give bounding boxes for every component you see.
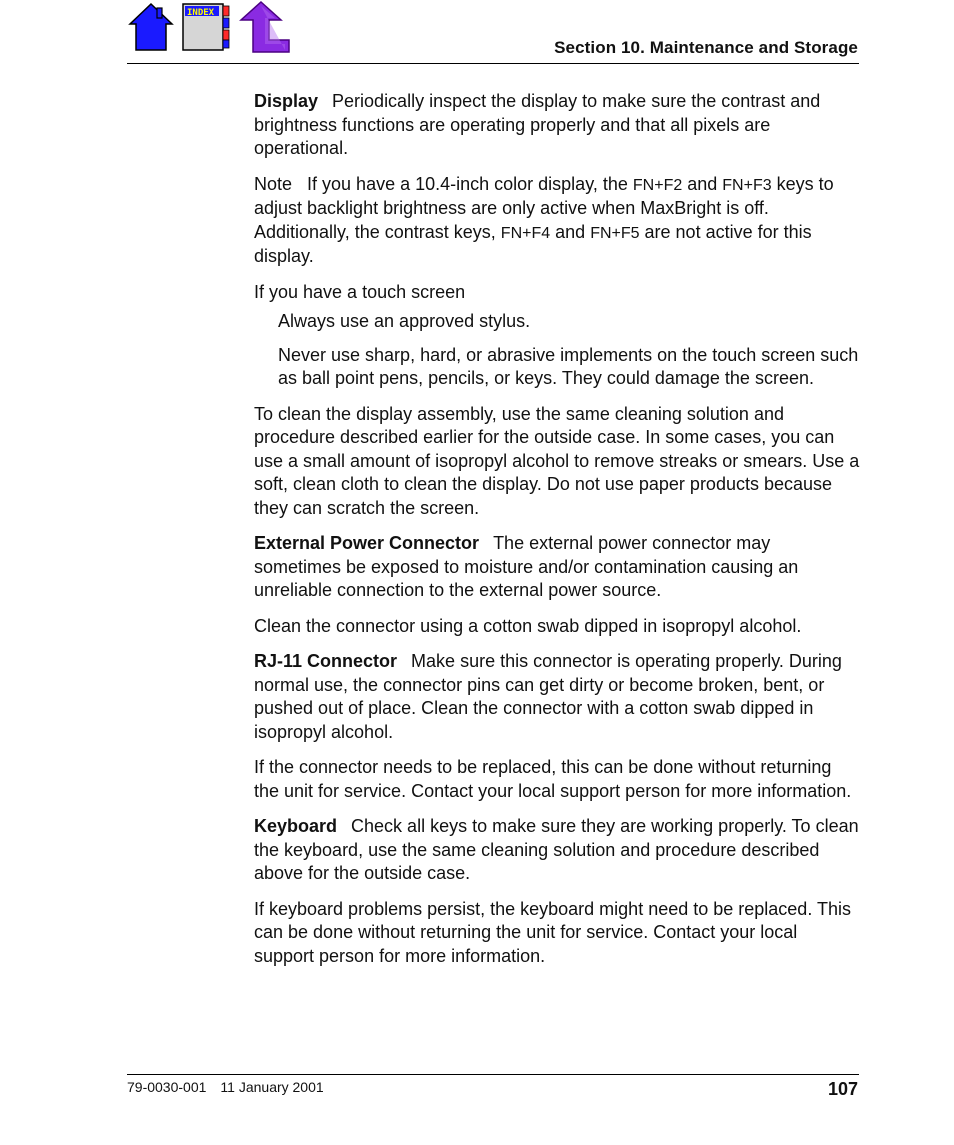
power-text: The external power connector may sometimes be exposed to moisture and/or contamination causing an unreliable connection to the external power source. xyxy=(254,533,799,600)
home-icon xyxy=(127,0,175,52)
doc-number: 79-0030-001 xyxy=(127,1079,207,1095)
footer-info xyxy=(127,1079,338,1095)
home-button[interactable] xyxy=(127,0,175,52)
up-arrow-icon xyxy=(237,0,291,56)
key-fn-f2: FN+F2 xyxy=(632,176,683,194)
page-number: 107 xyxy=(827,1079,858,1099)
key-fn-f3: FN+F3 xyxy=(722,176,772,194)
note-label: Note xyxy=(254,173,293,194)
touch-screen-intro: If you have a touch screen xyxy=(254,281,466,302)
power-paragraph xyxy=(254,532,861,603)
up-button[interactable] xyxy=(237,0,291,56)
rj11-heading: RJ-11 Connector xyxy=(254,651,398,671)
index-icon-label: INDEX xyxy=(187,8,215,18)
rj11-paragraph xyxy=(254,650,861,744)
keyboard-heading: Keyboard xyxy=(254,816,338,836)
page-content xyxy=(254,90,861,980)
rj11-text: Make sure this connector is operating properly. During normal use, the connector pins can get dirty or become broken, bent, or pushed out of place. Clean the connector with a cotton swab dipped in isopropyl alcohol. xyxy=(254,651,842,742)
display-paragraph xyxy=(254,90,861,161)
key-fn-f5: FN+F5 xyxy=(590,224,640,242)
note-text-1: If you have a 10.4-inch color display, the xyxy=(307,173,633,194)
note-paragraph xyxy=(254,173,861,269)
touch-screen-item: Always use an approved stylus. xyxy=(278,311,531,331)
display-text: Periodically inspect the display to make sure the contrast and brightness functions are operating properly and that all pixels are operational. xyxy=(254,91,821,158)
note-text-3: keys to adjust backlight brightness are only active when MaxBright is off. Additionally, the contrast keys, xyxy=(254,173,834,242)
navigation-bar xyxy=(127,0,297,56)
keyboard-replace-paragraph: If keyboard problems persist, the keyboard might need to be replaced. This can be done without returning the unit for service. Contact your local support person for more information. xyxy=(254,898,851,966)
footer-divider xyxy=(127,1074,859,1075)
clean-display-paragraph: To clean the display assembly, use the same cleaning solution and procedure described earlier for the outside case. In some cases, you can use a small amount of isopropyl alcohol to remove streaks or smears. Use a soft, clean cloth to clean the display. Do not use paper products because they can scratch the screen. xyxy=(254,403,860,518)
power-heading: External Power Connector xyxy=(254,533,480,553)
index-icon xyxy=(181,0,231,52)
note-text-4: and xyxy=(550,221,591,242)
keyboard-text: Check all keys to make sure they are working properly. To clean the keyboard, use the same cleaning solution and procedure described above for the outside case. xyxy=(254,816,859,883)
section-title: Section 10. Maintenance and Storage xyxy=(554,38,858,57)
header-divider xyxy=(127,63,859,64)
note-text-2: and xyxy=(682,173,723,194)
keyboard-paragraph xyxy=(254,815,861,886)
index-button[interactable] xyxy=(181,0,231,52)
touch-screen-item: Never use sharp, hard, or abrasive implements on the touch screen such as ball point pens, pencils, or keys. They could damage the screen. xyxy=(278,344,859,388)
doc-date: 11 January 2001 xyxy=(220,1079,324,1095)
key-fn-f4: FN+F4 xyxy=(500,224,551,242)
display-heading: Display xyxy=(254,91,319,111)
rj11-replace-paragraph: If the connector needs to be replaced, this can be done without returning the unit for service. Contact your local support person for more information. xyxy=(254,757,852,801)
power-clean-paragraph: Clean the connector using a cotton swab dipped in isopropyl alcohol. xyxy=(254,615,802,636)
note-text-5: are not active for this display. xyxy=(254,221,812,266)
